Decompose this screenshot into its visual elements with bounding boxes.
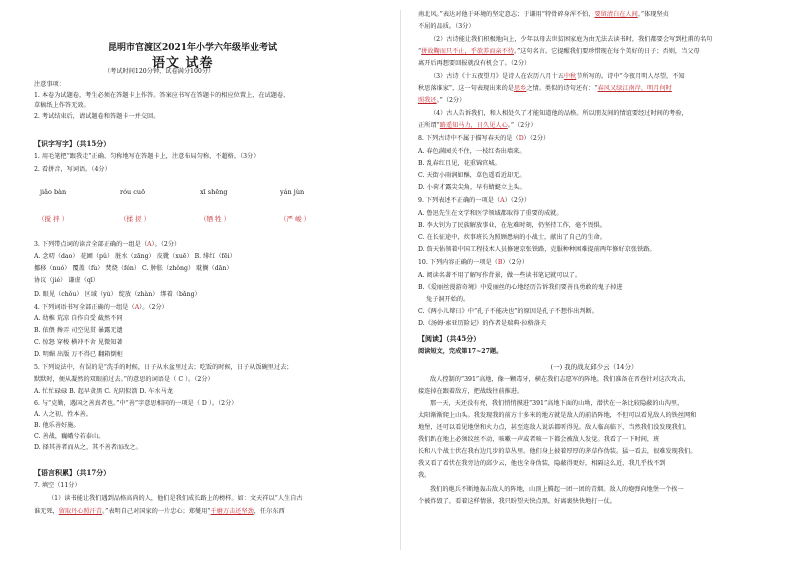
option-row: A. 人之初，性本善。 bbox=[34, 411, 92, 418]
section-heading: 【阅读】（共45分） bbox=[418, 334, 481, 343]
option-row: A. 念叨（dao） 花圃（pǔ） 脏水（zāng） 皮靴（xuē） B. 绯红（fēi） bbox=[34, 253, 236, 260]
answer-mark: A bbox=[500, 197, 505, 204]
answer-blank: 千磨万击还坚劲 bbox=[210, 508, 254, 515]
question-7-line: （1）读书能让我们遇到品格高尚的人，他们是我们成长路上的榜样。如：文天祥以“人生自古 bbox=[48, 495, 303, 502]
pinyin-1: jiǎo bàn bbox=[40, 188, 67, 196]
text-line: 不屈的品质。（3分） bbox=[418, 23, 475, 30]
text-line: 照我还。”（2分） bbox=[418, 97, 466, 104]
passage-line: 长和八个战士伏在我右边几步的草丛里。他们身上披着厚厚的茅草作伪装。猛一看去，很难发现我们。 bbox=[418, 448, 697, 455]
text-line: 秋思落谁家”，这一句表现出来的是思乡之情。类似的诗句还有：“春风又绿江南岸，明月何时 bbox=[418, 85, 672, 92]
question-4: 4. 下列词语书写全部正确的一组是（A）。（2分） bbox=[34, 304, 168, 311]
option-row: C. 在长征途中，炊事班长为照顾患病的小战士，献出了自己的生命。 bbox=[418, 234, 606, 241]
exam-subtitle: 语文 试卷 bbox=[152, 56, 214, 71]
option-row: 兔子洞开始的。 bbox=[426, 296, 470, 303]
passage-line: 地堡，还可以看见地堡和火力点，甚至连敌人说话都听得见。敌人临高临下，当然我们没发现我们。 bbox=[418, 424, 691, 431]
pinyin-answer-3: （牺 牲 ） bbox=[200, 215, 231, 223]
question-7: 7. 填空（11分） bbox=[34, 482, 81, 489]
question-5-line: 默默时，便从凝然的双眼前过去。”的意思的词语是（ C ）。（2分） bbox=[34, 376, 214, 383]
question-9: 9. 下列表述不正确的一项是（A）（2分） bbox=[418, 197, 531, 204]
exam-title: 昆明市官渡区2021年小学六年级毕业考试 bbox=[108, 43, 278, 53]
answer-blank: 拼故鞠而只不止，乎欲养而亲不待 bbox=[421, 48, 514, 55]
passage-line: 我。 bbox=[418, 472, 431, 479]
answer-blank: 照我还 bbox=[418, 97, 437, 104]
passage-line: 我们趴在地上必须纹丝不动，咳嗽一声或者咳一下都会被敌人发觉。我看了一下时间，班 bbox=[418, 436, 660, 443]
answer-mark: B bbox=[497, 259, 503, 266]
text-line: （3）古诗《十五夜望月》是诗人在农历八月十五中秋节所写的。诗中“今夜月明人尽望，不知 bbox=[430, 73, 685, 80]
option-row: D. 明媚 出版 万不得已 翻箱倒柜 bbox=[34, 351, 123, 358]
question-6: 6. 与“克勤，遇国之善真者也。”中“善”字意思相同的一项是（ D ）。（2分） bbox=[34, 400, 238, 407]
option-row: A. 阅读名著不用了解写作背景，做一些读书笔记就可以了。 bbox=[418, 272, 582, 279]
option-row: B. 乱春红且见，花重锦官城。 bbox=[418, 160, 501, 167]
question-7-line: 谁无死，留取丹心照汗青。”表明自己对国家的一片忠心；郑燮用“千磨万击还坚劲，任尔东西 bbox=[34, 508, 285, 515]
text-line: “拼故鞠而只不止，乎欲养而亲不待。”这句名言。它提醒我们要珍惜现在每个美好的日子；否则，当父母 bbox=[418, 48, 700, 55]
option-row: C. 惊怒 穿梭 横冲不舍 见微知著 bbox=[34, 339, 123, 346]
text-line: （2）古诗能让我们积极地向上，少年以母去世贫困家庭为由无法去读书时，我们都要会写到杜甫的名句 bbox=[430, 36, 713, 43]
option-row: C.《两小儿辩日》中“孔子不能决也”的原因是孔子不想作出判断。 bbox=[418, 308, 598, 315]
question-5-line: 5. 下列说法中，有误的是“洗手的时候，日子从水盆里过去；吃饭的时候，日子从饭碗里过去； bbox=[34, 364, 293, 371]
option-row: A. 幼稚 荒凉 自作自受 截然不同 bbox=[34, 315, 123, 322]
option-row: D. 择其善者而从之，其不善者而改之。 bbox=[34, 444, 142, 451]
option-row: A. 忙忙碌碌 B. 起早贪黑 C. 光阴似箭 D. 车水马龙 bbox=[34, 388, 173, 395]
option-row: D. 眼见（chǒu） 区域（yù） 绽放（zhàn） 绑着（bǎng） bbox=[34, 291, 201, 298]
answer-blank: 留取丹心照汗青 bbox=[58, 508, 103, 515]
answer-blank: 春风又绿江南岸，明月何时 bbox=[597, 85, 672, 92]
notice-line: 2. 考试结束后，请试题卷和答题卡一并交回。 bbox=[34, 113, 160, 120]
pinyin-2: róu cuō bbox=[120, 188, 146, 196]
pinyin-4: yán jùn bbox=[280, 188, 305, 196]
passage-line: 那一天，天还没有亮，我们悄悄摸进“391”高地下面的山坳，潜伏在一条比较隐蔽的山沟里， bbox=[430, 400, 684, 407]
answer-blank: 要留清白在人间 bbox=[594, 11, 638, 18]
passage-line: 我们的炮兵不断地轰击敌人的阵地，山顶上腾起一团一团的青烟。敌人的炮弹向地堡一个挨一 bbox=[430, 486, 684, 493]
option-row: D. 小荷才露尖尖角，早有蜻蜓立上头。 bbox=[418, 184, 526, 191]
pinyin-answer-1: （搅 拌 ） bbox=[38, 215, 69, 223]
notice-line: 草稿纸上作答无效。 bbox=[34, 102, 90, 109]
passage-line: 接连掉在跟着敌方，把战线往前推进。 bbox=[418, 388, 524, 395]
question-10: 10. 下列内容正确的一项是（B）（2分） bbox=[418, 259, 529, 266]
option-row: A. 鲁迅先生在文学和医学领域都取得了重要的成就。 bbox=[418, 210, 563, 217]
passage-line: 个被炸毁了，看着这样情景，我只盼望天快点黑，好离裹快快地打一仗。 bbox=[418, 498, 616, 505]
text-line: 正所谓“路遥知马力，日久见人心。”（2分） bbox=[418, 122, 537, 129]
option-row: A. 春色满园关不住，一枝红杏出墙来。 bbox=[418, 148, 526, 155]
passage-line: 敌人控制的“391”高地，像一颗毒牙，横在我们志愿军的阵地。我们准备在晋巷针对这次攻击， bbox=[430, 376, 690, 383]
option-row: 挪移（nuó） 覆盖（fù） 焚烧（fén） C. 肿胀（zhǒng） 耽搁（dān） bbox=[34, 265, 233, 272]
pinyin-answer-2: （揉 搓 ） bbox=[120, 215, 151, 223]
option-row: C. 天街小雨润如酥，草色遥看近却无。 bbox=[418, 172, 526, 179]
text-line: 南北风。”表达对他于环境的坚定意志；于谦用“特骨碎身浑不怕，要留清白在人间。”体现坚贞 bbox=[418, 11, 669, 18]
option-row: B. 依偎 搀弄 司空见贯 暴露无遗 bbox=[34, 327, 123, 334]
passage-line: 我又看了看伏在我旁边的邱少云，他也全身伪装，隐蔽得更好，相隔这么近，我几乎找不到 bbox=[418, 460, 666, 467]
reading-instruction: 阅读短文，完成第17~27题。 bbox=[418, 348, 503, 355]
pinyin-3: xī shēng bbox=[200, 188, 228, 196]
option-row: 协议（jié） 谦虚（qī） bbox=[34, 277, 99, 284]
question-3: 3. 下列带点词的读音全部正确的一组是（A）。（2分） bbox=[34, 241, 181, 248]
notice-heading: 注意事项： bbox=[34, 81, 65, 88]
option-row: D. 詹天佑领着中国工程技术人员修建京张铁路，克服种种困难提前两年修好京张铁路。 bbox=[418, 246, 656, 253]
option-row: C. 善战，巍峨兮若泰山。 bbox=[34, 433, 105, 440]
answer-blank: 路遥知马力，日久见人心 bbox=[439, 122, 508, 129]
answer-mark: A bbox=[147, 241, 152, 248]
passage-title: (一) 我的战友邱少云（14分） bbox=[550, 363, 638, 371]
text-line: 离开后再想要回报就没有机会了。（2分） bbox=[418, 60, 531, 67]
column-divider bbox=[400, 10, 401, 550]
text-line: （4）古人告诉我们，和人相处久了才能知道他的品格。所以朋友间的情谊要经过时间的考验， bbox=[430, 110, 688, 117]
question-8: 8. 下列古诗中不属于描写春天的是（D）（2分） bbox=[418, 135, 550, 142]
pinyin-answer-4: （严 峻 ） bbox=[280, 215, 311, 223]
question-2: 2. 看拼音，写词语。（4分） bbox=[34, 166, 111, 173]
time-note: （考试时间120分钟，试卷满分100分） bbox=[104, 68, 215, 75]
answer-mark: A bbox=[134, 304, 140, 311]
passage-line: 太阳渐渐爬上山头。我发现我的前方十多米的地方就是敌人的前沿阵地，不但可以看见敌人的铁丝网和 bbox=[418, 412, 697, 419]
option-row: B.《爱丽丝漫游奇境》中爱丽丝的心地经历告诉我们要善良勇敢的鬼子掉进 bbox=[418, 284, 623, 291]
answer-blank: 思乡 bbox=[513, 85, 527, 92]
notice-line: 1. 本卷为试题卷，考生必须在答题卡上作答。答案应书写在答题卡的相应位置上，在试题卷、 bbox=[34, 92, 290, 99]
answer-blank: 中秋 bbox=[563, 73, 577, 80]
option-row: B. 他乐善好施。 bbox=[34, 422, 80, 429]
option-row: D.《汤姆·索亚历险记》的作者是瑞典·拉格洛夫 bbox=[418, 320, 547, 327]
question-1: 1. 用毛笔把“跟我走”正确、匀称地写在答题卡上，注意布局匀称，不超格。（3分） bbox=[34, 153, 260, 160]
option-row: B. 李大钊为了民族解放事业，在危难时刻，仍坚持工作，毫不畏惧。 bbox=[418, 222, 606, 229]
section-heading: 【语言积累】（共17分） bbox=[34, 468, 111, 477]
answer-mark: D bbox=[518, 135, 524, 142]
section-heading: 【识字写字】（共15分） bbox=[34, 139, 111, 148]
